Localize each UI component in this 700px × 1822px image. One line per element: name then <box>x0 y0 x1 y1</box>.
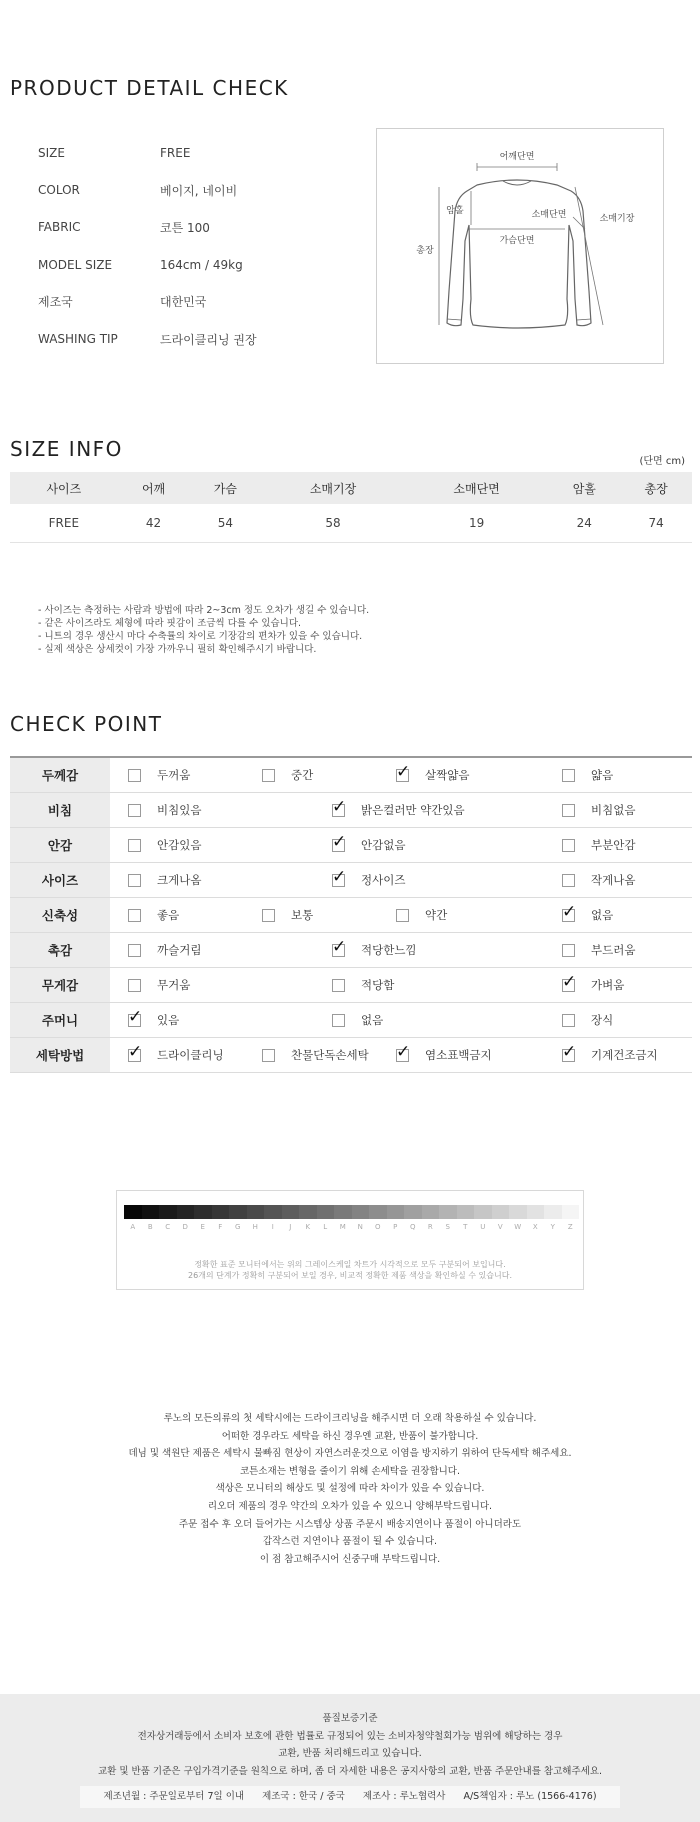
check-option <box>332 933 417 967</box>
check-point-options <box>110 933 692 967</box>
check-point-label: 촉감 <box>10 933 110 967</box>
check-point-row <box>10 828 692 863</box>
check-point-title: CHECK POINT <box>10 712 163 736</box>
grayscale-swatch <box>439 1205 457 1219</box>
footer-info-item: 제조국 : 한국 / 중국 <box>262 1791 345 1802</box>
check-point-row <box>10 933 692 968</box>
product-detail-value: 164cm / 49kg <box>160 257 243 272</box>
check-option-label: 비침없음 <box>591 803 636 817</box>
size-table <box>10 472 692 543</box>
grayscale-note-2: 26개의 단계가 정확히 구분되어 보일 경우, 비교적 정확한 제품 색상을 확인하실 수 있습니다. <box>188 1271 512 1280</box>
check-point-options <box>110 1038 692 1072</box>
checkbox-unchecked <box>128 804 141 817</box>
size-info-title: SIZE INFO <box>10 437 123 461</box>
care-notice-line: 리오더 제품의 경우 약간의 오차가 있을 수 있으니 양해부탁드립니다. <box>207 1500 493 1512</box>
product-detail-label: 제조국 <box>38 295 73 310</box>
check-point-options <box>110 828 692 862</box>
size-header-cell: 암홀 <box>548 472 620 504</box>
check-option <box>262 898 313 932</box>
grayscale-letter: C <box>165 1223 171 1231</box>
checkbox-checked <box>332 831 347 852</box>
check-option-label: 정사이즈 <box>361 873 406 887</box>
check-option <box>128 898 179 932</box>
check-option-label: 두꺼움 <box>157 768 191 782</box>
checkbox-unchecked <box>262 1049 275 1062</box>
check-point-label: 신축성 <box>10 898 110 932</box>
grayscale-letter: S <box>445 1223 450 1231</box>
grayscale-letter: P <box>393 1223 398 1231</box>
size-header-cell: 소매단면 <box>405 472 549 504</box>
checkbox-checked <box>128 1006 143 1027</box>
size-unit-label: (단면 cm) <box>639 456 685 467</box>
grayscale-letter: K <box>305 1223 311 1231</box>
check-option <box>396 1038 492 1072</box>
check-option-label: 없음 <box>591 908 614 922</box>
care-notice-line: 주문 접수 후 오더 들어가는 시스템상 상품 주문시 배송지연이나 품절이 아니더라도 <box>178 1518 522 1530</box>
product-detail-row <box>38 255 360 275</box>
check-option <box>128 1038 224 1072</box>
checkbox-checked <box>332 866 347 887</box>
check-option-label: 약간 <box>425 908 448 922</box>
check-point-options <box>110 758 692 792</box>
size-header-cell: 어깨 <box>118 472 190 504</box>
check-option <box>262 1038 369 1072</box>
check-option-label: 밝은컬러만 약간있음 <box>361 803 465 817</box>
product-detail-row <box>38 292 360 312</box>
checkbox-checked <box>562 971 577 992</box>
grayscale-swatch <box>229 1205 247 1219</box>
check-option-label: 부드러움 <box>591 943 636 957</box>
check-option-label: 찬물단독손세탁 <box>291 1048 369 1062</box>
grayscale-letter: Q <box>409 1223 416 1231</box>
footer-line: 교환, 반품 처리해드리고 있습니다. <box>278 1748 422 1759</box>
checkbox-unchecked <box>332 1014 345 1027</box>
care-notice-line: 어떠한 경우라도 세탁을 하신 경우엔 교환, 반품이 불가합니다. <box>221 1430 479 1442</box>
grayscale-swatch <box>264 1205 282 1219</box>
check-option <box>128 758 190 792</box>
check-option <box>332 793 465 827</box>
grayscale-swatch <box>457 1205 475 1219</box>
check-option-label: 있음 <box>157 1013 180 1027</box>
checkbox-unchecked <box>128 909 141 922</box>
product-detail-row <box>38 329 360 349</box>
checkbox-unchecked <box>262 909 275 922</box>
check-option <box>128 793 201 827</box>
grayscale-swatch <box>124 1205 142 1219</box>
checkbox-unchecked <box>128 979 141 992</box>
check-option-label: 장식 <box>591 1013 614 1027</box>
check-point-options <box>110 793 692 827</box>
grayscale-letter: U <box>480 1223 486 1231</box>
check-option-label: 중간 <box>291 768 314 782</box>
size-table-header <box>10 472 692 504</box>
product-detail-row <box>38 217 360 237</box>
check-option <box>128 968 190 1002</box>
grayscale-swatch <box>299 1205 317 1219</box>
footer-text <box>0 1694 700 1780</box>
product-detail-title: PRODUCT DETAIL CHECK <box>10 76 289 100</box>
check-option <box>562 898 613 932</box>
grayscale-swatch <box>387 1205 405 1219</box>
check-point-options <box>110 898 692 932</box>
checkbox-unchecked <box>562 839 575 852</box>
size-cell: 42 <box>118 504 190 542</box>
check-option-label: 염소표백금지 <box>425 1048 492 1062</box>
check-option-label: 드라이클리닝 <box>157 1048 224 1062</box>
size-note: - 실제 색상은 상세컷이 가장 가까우니 필히 확인해주시기 바랍니다. <box>38 644 317 655</box>
care-notice <box>0 1410 700 1568</box>
grayscale-letter: Y <box>550 1223 555 1231</box>
checkbox-checked <box>562 1041 577 1062</box>
check-option <box>128 933 201 967</box>
grayscale-swatch <box>527 1205 545 1219</box>
grayscale-letter: W <box>514 1223 522 1231</box>
check-option <box>562 793 635 827</box>
diagram-label-total-length: 총장 <box>416 246 434 256</box>
check-option <box>332 1003 383 1037</box>
product-detail-value: 베이지, 네이비 <box>160 183 238 198</box>
grayscale-letter: Z <box>567 1223 573 1231</box>
check-mark-icon: ✓ <box>396 761 411 782</box>
check-option-label: 안감있음 <box>157 838 202 852</box>
grayscale-letter: R <box>427 1223 433 1231</box>
footer-line: 전자상거래등에서 소비자 보호에 관한 법률로 규정되어 있는 소비자청약철회가능 범위에 해당하는 경우 <box>137 1730 563 1742</box>
footer-info-item: A/S책임자 : 루노 (1566-4176) <box>463 1791 597 1802</box>
size-row <box>10 504 692 542</box>
check-option-label: 얇음 <box>591 768 614 782</box>
check-option <box>262 758 313 792</box>
size-header-cell: 가슴 <box>189 472 261 504</box>
size-note: - 니트의 경우 생산시 마다 수축률의 차이로 기장감의 편차가 있을 수 있습니다. <box>38 631 363 642</box>
grayscale-letter: O <box>374 1223 381 1231</box>
sweater-illustration <box>377 129 665 365</box>
check-option-label: 부분안감 <box>591 838 636 852</box>
grayscale-strip <box>124 1205 579 1219</box>
grayscale-swatch <box>212 1205 230 1219</box>
grayscale-swatch <box>422 1205 440 1219</box>
check-point-row <box>10 863 692 898</box>
grayscale-letter: H <box>252 1223 258 1231</box>
care-notice-line: 갑작스런 지연이나 품절이 될 수 있습니다. <box>262 1536 438 1548</box>
checkbox-checked <box>562 901 577 922</box>
product-detail-label: WASHING TIP <box>38 332 118 346</box>
grayscale-letter: N <box>357 1223 363 1231</box>
grayscale-swatch <box>474 1205 492 1219</box>
checkbox-unchecked <box>128 874 141 887</box>
product-detail-value: 코튼 100 <box>160 220 210 235</box>
check-option-label: 없음 <box>361 1013 384 1027</box>
grayscale-swatch <box>317 1205 335 1219</box>
check-option <box>562 1003 613 1037</box>
check-option-label: 가벼움 <box>591 978 625 992</box>
check-option-label: 좋음 <box>157 908 180 922</box>
grayscale-note-1: 정확한 표준 모니터에서는 위의 그레이스케일 차트가 시각적으로 모두 구분되어 보입니다. <box>194 1260 506 1269</box>
check-point-options <box>110 863 692 897</box>
grayscale-chart <box>116 1190 584 1290</box>
check-mark-icon: ✓ <box>562 1041 577 1062</box>
grayscale-letter: X <box>532 1223 538 1231</box>
check-option <box>562 863 635 897</box>
grayscale-letter: L <box>323 1223 328 1231</box>
check-point-row <box>10 758 692 793</box>
product-detail-label: SIZE <box>38 146 65 160</box>
diagram-label-sleeve-width: 소매단면 <box>531 210 567 220</box>
check-option <box>396 898 447 932</box>
grayscale-swatch <box>509 1205 527 1219</box>
checkbox-checked <box>396 761 411 782</box>
checkbox-checked <box>396 1041 411 1062</box>
size-header-cell: 소매기장 <box>261 472 405 504</box>
check-option-label: 기계건조금지 <box>591 1048 658 1062</box>
check-option-label: 보통 <box>291 908 314 922</box>
grayscale-letters <box>124 1223 579 1231</box>
check-option <box>396 758 469 792</box>
care-notice-line: 색상은 모니터의 해상도 및 설정에 따라 차이가 있을 수 있습니다. <box>215 1483 485 1495</box>
check-option-label: 안감없음 <box>361 838 406 852</box>
product-detail-row <box>38 143 360 163</box>
product-detail-label: COLOR <box>38 183 80 198</box>
check-option <box>332 863 405 897</box>
diagram-label-armhole: 암홀 <box>446 206 464 216</box>
care-notice-line: 루노의 모든의류의 첫 세탁시에는 드라이크리닝을 해주시면 더 오래 착용하실 수 있습니다. <box>163 1413 537 1424</box>
check-option-label: 적당한느낌 <box>361 943 417 957</box>
product-detail-value: 드라이클리닝 권장 <box>160 332 257 347</box>
checkbox-unchecked <box>396 909 409 922</box>
grayscale-letter: M <box>339 1223 346 1231</box>
size-cell: 19 <box>405 504 549 542</box>
check-option <box>562 758 613 792</box>
size-header-cell: 총장 <box>620 472 692 504</box>
product-info-bar <box>80 1786 620 1808</box>
check-point-label: 주머니 <box>10 1003 110 1037</box>
check-point-label: 무게감 <box>10 968 110 1002</box>
grayscale-letter: D <box>182 1223 188 1231</box>
checkbox-unchecked <box>562 944 575 957</box>
diagram-label-shoulder: 어깨단면 <box>499 152 535 162</box>
size-cell: 24 <box>548 504 620 542</box>
checkbox-checked <box>332 796 347 817</box>
check-point-options <box>110 1003 692 1037</box>
size-cell: FREE <box>10 504 118 542</box>
check-option <box>128 828 201 862</box>
care-notice-line: 이 점 참고해주시어 신중구매 부탁드립니다. <box>259 1553 441 1565</box>
check-point-table <box>10 756 692 1073</box>
product-detail-value: FREE <box>160 146 191 160</box>
size-note: - 사이즈는 측정하는 사람과 방법에 따라 2~3cm 정도 오차가 생길 수 있습니다. <box>38 605 370 616</box>
diagram-label-sleeve-length: 소매기장 <box>599 214 635 224</box>
diagram-label-chest: 가슴단면 <box>499 236 535 246</box>
grayscale-swatch <box>247 1205 265 1219</box>
care-notice-line: 코튼소재는 변형을 줄이기 위해 손세탁을 권장합니다. <box>239 1465 460 1477</box>
grayscale-letter: V <box>497 1223 503 1231</box>
check-point-label: 비침 <box>10 793 110 827</box>
check-point-row <box>10 1003 692 1038</box>
size-notes <box>38 604 369 656</box>
grayscale-swatch <box>562 1205 580 1219</box>
size-cell: 58 <box>261 504 405 542</box>
checkbox-unchecked <box>128 944 141 957</box>
check-mark-icon: ✓ <box>396 1041 411 1062</box>
check-option <box>562 828 635 862</box>
check-point-row <box>10 793 692 828</box>
grayscale-swatch <box>194 1205 212 1219</box>
grayscale-letter: I <box>271 1223 274 1231</box>
check-point-label: 세탁방법 <box>10 1038 110 1072</box>
check-point-row <box>10 1038 692 1073</box>
check-option <box>128 863 201 897</box>
check-mark-icon: ✓ <box>332 831 347 852</box>
check-option-label: 살짝얇음 <box>425 768 470 782</box>
size-cell: 74 <box>620 504 692 542</box>
size-note: - 같은 사이즈라도 체형에 따라 핏감이 조금씩 다를 수 있습니다. <box>38 618 302 629</box>
check-option-label: 크게나옴 <box>157 873 202 887</box>
size-header-cell: 사이즈 <box>10 472 118 504</box>
check-point-row <box>10 968 692 1003</box>
checkbox-unchecked <box>562 804 575 817</box>
check-point-options <box>110 968 692 1002</box>
check-option <box>332 828 405 862</box>
checkbox-unchecked <box>562 874 575 887</box>
grayscale-swatch <box>492 1205 510 1219</box>
check-mark-icon: ✓ <box>332 866 347 887</box>
footer-line: 품질보증기준 <box>322 1713 378 1724</box>
check-option <box>332 968 394 1002</box>
product-detail-label: MODEL SIZE <box>38 257 113 272</box>
check-mark-icon: ✓ <box>332 796 347 817</box>
check-option-label: 비침있음 <box>157 803 202 817</box>
grayscale-swatch <box>142 1205 160 1219</box>
product-detail-row <box>38 180 360 200</box>
checkbox-unchecked <box>262 769 275 782</box>
checkbox-checked <box>128 1041 143 1062</box>
grayscale-swatch <box>369 1205 387 1219</box>
quality-guarantee-footer <box>0 1694 700 1822</box>
checkbox-unchecked <box>562 1014 575 1027</box>
check-point-label: 사이즈 <box>10 863 110 897</box>
check-mark-icon: ✓ <box>128 1006 143 1027</box>
grayscale-letter: T <box>463 1223 468 1231</box>
grayscale-swatch <box>159 1205 177 1219</box>
check-mark-icon: ✓ <box>562 901 577 922</box>
care-notice-line: 데님 및 색원단 제품은 세탁시 물빠짐 현상이 자연스러운것으로 이염을 방지하기 위하여 단독세탁 해주세요. <box>128 1448 572 1460</box>
grayscale-letter: J <box>289 1223 292 1231</box>
grayscale-swatch <box>177 1205 195 1219</box>
checkbox-unchecked <box>562 769 575 782</box>
check-option <box>562 933 635 967</box>
check-point-label: 두께감 <box>10 758 110 792</box>
grayscale-letter: E <box>200 1223 205 1231</box>
grayscale-letter: A <box>130 1223 136 1231</box>
check-point-row <box>10 898 692 933</box>
check-option <box>128 1003 179 1037</box>
grayscale-swatch <box>334 1205 352 1219</box>
garment-diagram <box>376 128 664 364</box>
grayscale-letter: G <box>235 1223 241 1231</box>
check-mark-icon: ✓ <box>562 971 577 992</box>
check-option <box>562 968 624 1002</box>
product-detail-label: FABRIC <box>38 220 81 235</box>
grayscale-swatch <box>404 1205 422 1219</box>
size-cell: 54 <box>189 504 261 542</box>
check-option-label: 까슬거림 <box>157 943 202 957</box>
check-option <box>562 1038 658 1072</box>
check-option-label: 적당함 <box>361 978 395 992</box>
footer-line: 교환 및 반품 기준은 구입가격기준을 원칙으로 하며, 좀 더 자세한 내용은 공지사항의 교환, 반품 주문안내를 참고해주세요. <box>97 1765 603 1777</box>
check-mark-icon: ✓ <box>332 936 347 957</box>
footer-info-item: 제조사 : 루노협력사 <box>362 1791 446 1802</box>
checkbox-unchecked <box>332 979 345 992</box>
check-option-label: 무거움 <box>157 978 191 992</box>
checkbox-checked <box>332 936 347 957</box>
footer-info-item: 제조년월 : 주문일로부터 7일 이내 <box>103 1791 245 1802</box>
grayscale-letter: B <box>147 1223 153 1231</box>
grayscale-letter: F <box>218 1223 223 1231</box>
grayscale-swatch <box>544 1205 562 1219</box>
checkbox-unchecked <box>128 839 141 852</box>
grayscale-swatch <box>282 1205 300 1219</box>
checkbox-unchecked <box>128 769 141 782</box>
check-mark-icon: ✓ <box>128 1041 143 1062</box>
check-option-label: 작게나옴 <box>591 873 636 887</box>
product-detail-value: 대한민국 <box>160 295 207 310</box>
check-point-label: 안감 <box>10 828 110 862</box>
grayscale-swatch <box>352 1205 370 1219</box>
